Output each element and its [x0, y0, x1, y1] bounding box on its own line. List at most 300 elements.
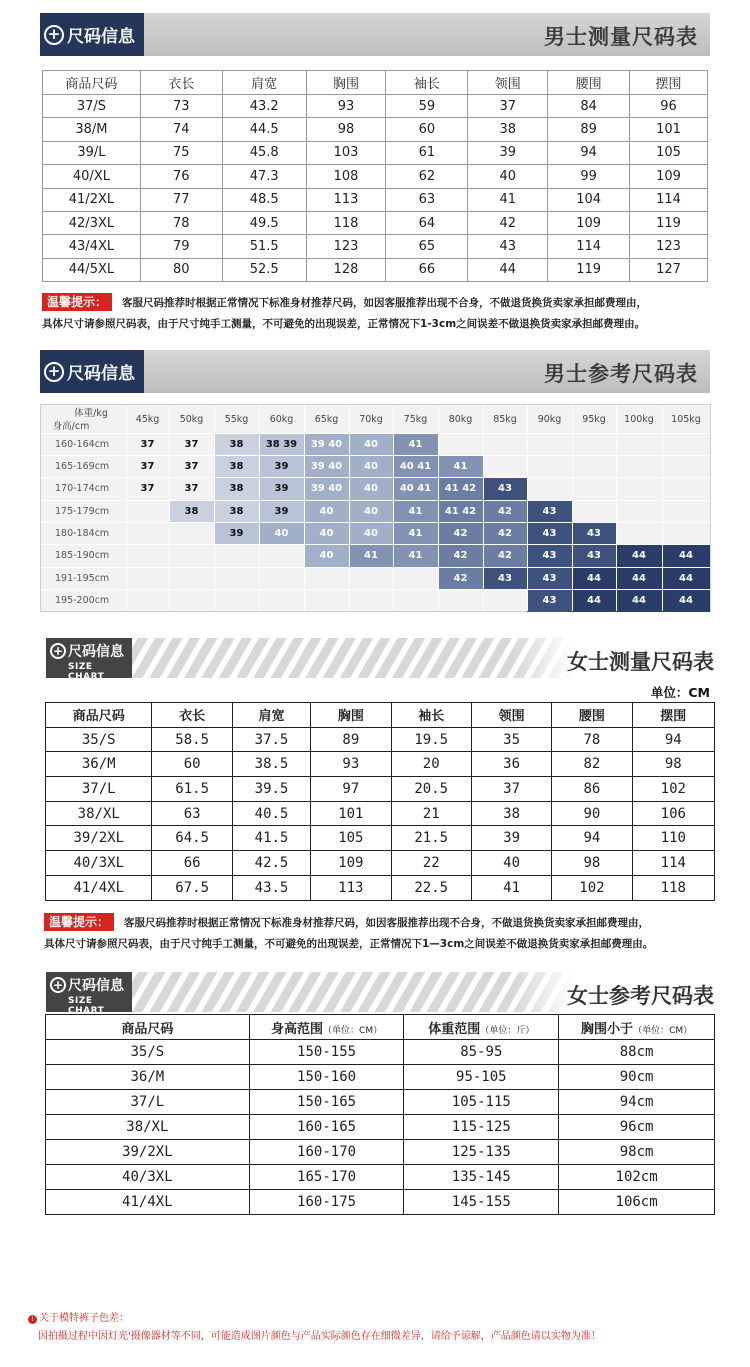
- men-measure-table: [42, 70, 708, 282]
- table-cell: 66: [386, 258, 468, 281]
- table-cell: 106: [632, 801, 714, 826]
- plus-circle-icon: +: [44, 362, 64, 382]
- table-row: [46, 1040, 715, 1065]
- table-cell: 102: [632, 777, 714, 802]
- size-cell: [259, 544, 304, 567]
- table-cell: 64.5: [152, 826, 232, 851]
- size-cell: [214, 567, 259, 589]
- notice-line2: 具体尺寸请参照尺码表，由于尺寸纯手工测量，不可避免的出现误差，正常情况下1—3cm之间误差不做退换货卖家承担邮费理由。: [44, 938, 654, 950]
- footnote: [28, 1310, 601, 1346]
- size-cell: [662, 455, 710, 477]
- table-cell: 150-155: [249, 1040, 404, 1065]
- table-cell: 103: [306, 141, 386, 164]
- table-cell: 41/4XL: [46, 875, 152, 900]
- table-row: [46, 875, 715, 900]
- grid-line: [41, 589, 710, 590]
- size-cell: 44: [662, 544, 710, 567]
- size-cell: 40: [259, 522, 304, 544]
- size-chart-tag: [46, 638, 132, 682]
- table-cell: 67.5: [152, 875, 232, 900]
- table-header-cell: [404, 1015, 559, 1040]
- size-cell: 38: [214, 433, 259, 455]
- table-cell: 43/4XL: [43, 235, 141, 258]
- size-cell: [214, 544, 259, 567]
- table-cell: 94cm: [559, 1090, 715, 1115]
- size-cell: 38 39: [259, 433, 304, 455]
- table-cell: 94: [632, 727, 714, 752]
- table-cell: 105: [311, 826, 391, 851]
- table-cell: 110: [632, 826, 714, 851]
- grid-line: [527, 405, 528, 611]
- size-cell: 40: [304, 544, 349, 567]
- size-cell: 43: [483, 567, 527, 589]
- height-label: 160-164cm: [55, 438, 110, 450]
- table-cell: 93: [311, 752, 391, 777]
- notice-line1: 客服尺码推荐时根据正常情况下标准身材推荐尺码，如因客服推荐出现不合身，不做退货换货卖家承担邮费理由，: [124, 917, 650, 929]
- table-cell: 65: [386, 235, 468, 258]
- table-cell: 41.5: [232, 826, 310, 851]
- grid-line: [349, 405, 350, 611]
- table-row: [46, 1190, 715, 1215]
- size-cell: 39 40: [304, 433, 349, 455]
- table-row: [43, 141, 708, 164]
- notice-line1: 客服尺码推荐时根据正常情况下标准身材推荐尺码，如因客服推荐出现不合身，不做退货换货卖家承担邮费理由，: [122, 297, 648, 309]
- table-cell: 36/M: [46, 752, 152, 777]
- table-cell: 20.5: [391, 777, 471, 802]
- size-cell: [616, 522, 662, 544]
- table-cell: 48.5: [222, 188, 306, 211]
- table-header-row: [46, 1015, 715, 1040]
- corner-weight-label: 体重/kg: [74, 408, 108, 419]
- table-cell: 44: [468, 258, 548, 281]
- table-cell: 38/M: [43, 118, 141, 141]
- table-cell: 40/3XL: [46, 1165, 250, 1190]
- table-cell: 98: [552, 851, 632, 876]
- table-cell: 104: [548, 188, 630, 211]
- size-cell: 40: [349, 500, 393, 522]
- size-cell: [662, 522, 710, 544]
- table-cell: 42: [468, 211, 548, 234]
- grid-line: [41, 500, 710, 501]
- size-cell: 43: [572, 522, 616, 544]
- table-cell: 62: [386, 165, 468, 188]
- weight-header: 75kg: [403, 413, 428, 425]
- table-row: [46, 826, 715, 851]
- table-cell: 118: [306, 211, 386, 234]
- size-cell: 42: [438, 522, 483, 544]
- size-cell: 37: [169, 477, 214, 500]
- height-label: 185-190cm: [55, 550, 110, 561]
- table-cell: 93: [306, 95, 386, 118]
- table-row: [43, 95, 708, 118]
- grid-line: [41, 544, 710, 545]
- size-cell: [393, 589, 438, 612]
- height-label: 180-184cm: [55, 527, 110, 539]
- grid-line: [41, 522, 710, 523]
- footnote-body: 因拍摄过程中因灯光'摄像器材等不同，可能造成图片颜色与产品实际颜色存在细微差异，请给予谅解，产品颜色请以实物为准！: [38, 1331, 601, 1342]
- table-header-cell: 胸围: [306, 71, 386, 95]
- size-cell: 42: [438, 544, 483, 567]
- grid-line: [572, 405, 573, 611]
- size-chart-tag: [46, 972, 132, 1016]
- table-cell: 40: [471, 851, 551, 876]
- grid-line: [438, 405, 439, 611]
- unit-label: 单位：CM: [650, 685, 710, 700]
- size-cell: [438, 433, 483, 455]
- table-cell: 150-160: [249, 1065, 404, 1090]
- size-cell: 38: [214, 500, 259, 522]
- size-cell: 44: [616, 589, 662, 612]
- size-cell: 41 42: [438, 500, 483, 522]
- table-cell: 37.5: [232, 727, 310, 752]
- grid-line: [41, 455, 710, 456]
- header-unit: （单位：CM）: [633, 1025, 693, 1036]
- table-cell: 114: [630, 188, 708, 211]
- size-cell: [572, 500, 616, 522]
- header-unit: （单位：CM）: [323, 1025, 383, 1036]
- weight-header: 95kg: [582, 413, 606, 425]
- weight-header: 50kg: [179, 413, 204, 425]
- size-cell: 39: [259, 477, 304, 500]
- table-cell: 37/S: [43, 95, 141, 118]
- table-cell: 41: [468, 188, 548, 211]
- size-cell: 43: [527, 589, 572, 612]
- table-cell: 78: [140, 211, 222, 234]
- table-header-cell: 腰围: [548, 71, 630, 95]
- table-cell: 20: [391, 752, 471, 777]
- size-cell: [259, 567, 304, 589]
- weight-header: 105kg: [671, 413, 701, 425]
- size-cell: [214, 589, 259, 612]
- women-measure-table: [45, 702, 715, 901]
- table-row: [46, 752, 715, 777]
- size-cell: [393, 567, 438, 589]
- table-cell: 145-155: [404, 1190, 559, 1215]
- size-cell: 44: [572, 567, 616, 589]
- table-header-cell: [559, 1015, 715, 1040]
- table-header-cell: 摆围: [630, 71, 708, 95]
- table-cell: 47.3: [222, 165, 306, 188]
- table-cell: 85-95: [404, 1040, 559, 1065]
- size-cell: 41: [393, 500, 438, 522]
- size-cell: [527, 477, 572, 500]
- height-label: 191-195cm: [55, 572, 110, 584]
- table-cell: 105-115: [404, 1090, 559, 1115]
- grid-line: [662, 405, 663, 611]
- table-cell: 21.5: [391, 826, 471, 851]
- table-cell: 39/2XL: [46, 826, 152, 851]
- size-cell: [662, 433, 710, 455]
- size-cell: 44: [572, 589, 616, 612]
- height-label: 175-179cm: [55, 505, 110, 517]
- notice-women: [44, 912, 654, 950]
- size-cell: 43: [527, 567, 572, 589]
- plus-circle-icon: +: [44, 25, 64, 45]
- table-cell: 66: [152, 851, 232, 876]
- size-cell: [169, 589, 214, 612]
- table-cell: 89: [548, 118, 630, 141]
- table-row: [46, 851, 715, 876]
- table-cell: 114: [632, 851, 714, 876]
- size-info-label: 尺码信息: [68, 644, 124, 660]
- table-cell: 74: [140, 118, 222, 141]
- size-cell: 37: [126, 433, 169, 455]
- grid-line: [393, 405, 394, 611]
- table-cell: 40: [468, 165, 548, 188]
- table-cell: 21: [391, 801, 471, 826]
- table-cell: 88cm: [559, 1040, 715, 1065]
- grid-line: [169, 405, 170, 611]
- table-cell: 35/S: [46, 727, 152, 752]
- table-cell: 38/XL: [46, 1115, 250, 1140]
- table-cell: 19.5: [391, 727, 471, 752]
- grid-line: [304, 405, 305, 611]
- section-title: 女士参考尺码表: [514, 972, 714, 1012]
- table-cell: 160-175: [249, 1190, 404, 1215]
- size-cell: 39: [259, 455, 304, 477]
- size-cell: [616, 433, 662, 455]
- size-cell: [662, 477, 710, 500]
- table-cell: 60: [152, 752, 232, 777]
- size-cell: 40 41: [393, 477, 438, 500]
- table-row: [43, 165, 708, 188]
- table-cell: 101: [311, 801, 391, 826]
- table-cell: 35: [471, 727, 551, 752]
- header-unit: （单位：斤）: [480, 1025, 535, 1036]
- notice-men: [42, 292, 648, 330]
- size-cell: 44: [616, 567, 662, 589]
- size-cell: 38: [214, 455, 259, 477]
- table-cell: 51.5: [222, 235, 306, 258]
- table-cell: 102: [552, 875, 632, 900]
- size-cell: 41: [393, 433, 438, 455]
- size-cell: 42: [483, 544, 527, 567]
- size-cell: 38: [169, 500, 214, 522]
- table-cell: 37/L: [46, 1090, 250, 1115]
- table-cell: 61: [386, 141, 468, 164]
- size-cell: 37: [169, 433, 214, 455]
- table-row: [46, 1065, 715, 1090]
- size-cell: 40: [349, 455, 393, 477]
- table-cell: 118: [632, 875, 714, 900]
- table-cell: 105: [630, 141, 708, 164]
- size-cell: 43: [527, 522, 572, 544]
- table-header-cell: 领围: [471, 703, 551, 728]
- notice-line2: 具体尺寸请参照尺码表，由于尺寸纯手工测量，不可避免的出现误差，正常情况下1-3cm之间误差不做退换货卖家承担邮费理由。: [42, 318, 646, 330]
- table-cell: 49.5: [222, 211, 306, 234]
- weight-header: 55kg: [224, 413, 249, 425]
- table-header-cell: 肩宽: [222, 71, 306, 95]
- table-cell: 39/2XL: [46, 1140, 250, 1165]
- table-row: [43, 235, 708, 258]
- table-cell: 52.5: [222, 258, 306, 281]
- size-cell: 39: [214, 522, 259, 544]
- size-cell: 44: [662, 589, 710, 612]
- size-cell: 39 40: [304, 455, 349, 477]
- table-cell: 43: [468, 235, 548, 258]
- table-row: [46, 801, 715, 826]
- table-cell: 37: [471, 777, 551, 802]
- table-header-cell: 商品尺码: [43, 71, 141, 95]
- header-label: 胸围小于: [581, 1021, 634, 1037]
- table-cell: 77: [140, 188, 222, 211]
- grid-line: [41, 477, 710, 478]
- size-cell: [483, 433, 527, 455]
- table-row: [43, 118, 708, 141]
- notice-badge: 温馨提示：: [42, 293, 112, 311]
- size-cell: [572, 455, 616, 477]
- table-cell: 94: [552, 826, 632, 851]
- size-cell: 38: [214, 477, 259, 500]
- table-cell: 38/XL: [46, 801, 152, 826]
- size-cell: [527, 433, 572, 455]
- size-cell: [662, 500, 710, 522]
- table-cell: 106cm: [559, 1190, 715, 1215]
- table-cell: 41: [471, 875, 551, 900]
- grid-line: [41, 567, 710, 568]
- table-cell: 43.5: [232, 875, 310, 900]
- size-cell: [483, 455, 527, 477]
- table-cell: 90cm: [559, 1065, 715, 1090]
- weight-header: 65kg: [314, 413, 339, 425]
- men-ref-banner: [40, 350, 710, 393]
- table-cell: 135-145: [404, 1165, 559, 1190]
- table-cell: 109: [630, 165, 708, 188]
- table-header-cell: 肩宽: [232, 703, 310, 728]
- table-cell: 38: [468, 118, 548, 141]
- size-chart-label: SIZE CHART: [68, 996, 105, 1016]
- section-title: 女士测量尺码表: [514, 638, 714, 678]
- grid-line: [259, 405, 260, 611]
- size-cell: 44: [616, 544, 662, 567]
- size-cell: [304, 567, 349, 589]
- size-cell: 40: [349, 477, 393, 500]
- grid-line: [214, 405, 215, 611]
- size-cell: [349, 589, 393, 612]
- weight-header: 80kg: [448, 413, 473, 425]
- size-chart-label: SIZE CHART: [68, 662, 105, 682]
- footnote-title: 关于模特裤子色差：: [39, 1313, 129, 1324]
- size-cell: [616, 455, 662, 477]
- table-row: [43, 211, 708, 234]
- table-cell: 80: [140, 258, 222, 281]
- table-header-cell: [46, 1015, 250, 1040]
- table-cell: 114: [548, 235, 630, 258]
- table-cell: 119: [630, 211, 708, 234]
- table-cell: 99: [548, 165, 630, 188]
- weight-header: 60kg: [269, 413, 294, 425]
- table-cell: 43.2: [222, 95, 306, 118]
- plus-circle-icon: +: [50, 977, 66, 993]
- size-cell: 42: [483, 522, 527, 544]
- table-cell: 39: [468, 141, 548, 164]
- size-cell: 39: [259, 500, 304, 522]
- size-info-tag: [40, 350, 144, 393]
- table-cell: 63: [152, 801, 232, 826]
- table-cell: 22.5: [391, 875, 471, 900]
- size-info-label: 尺码信息: [67, 27, 135, 47]
- size-cell: 37: [126, 455, 169, 477]
- table-cell: 58.5: [152, 727, 232, 752]
- table-cell: 94: [548, 141, 630, 164]
- table-cell: 59: [386, 95, 468, 118]
- weight-header: 90kg: [537, 413, 562, 425]
- table-cell: 44/5XL: [43, 258, 141, 281]
- size-cell: [572, 433, 616, 455]
- table-cell: 35/S: [46, 1040, 250, 1065]
- table-header-cell: 摆围: [632, 703, 714, 728]
- table-cell: 76: [140, 165, 222, 188]
- table-cell: 38.5: [232, 752, 310, 777]
- size-cell: 40: [349, 522, 393, 544]
- table-cell: 90: [552, 801, 632, 826]
- size-cell: [126, 567, 169, 589]
- table-cell: 128: [306, 258, 386, 281]
- table-cell: 82: [552, 752, 632, 777]
- table-cell: 45.8: [222, 141, 306, 164]
- size-cell: 40: [349, 433, 393, 455]
- table-cell: 40.5: [232, 801, 310, 826]
- alert-icon: !: [28, 1315, 37, 1324]
- section-title: 男士参考尺码表: [544, 362, 698, 386]
- table-header-cell: 胸围: [311, 703, 391, 728]
- size-cell: [572, 477, 616, 500]
- size-cell: 43: [483, 477, 527, 500]
- table-cell: 113: [311, 875, 391, 900]
- table-cell: 36: [471, 752, 551, 777]
- size-cell: 40: [304, 522, 349, 544]
- table-cell: 39/L: [43, 141, 141, 164]
- table-row: [46, 1165, 715, 1190]
- table-cell: 78: [552, 727, 632, 752]
- table-cell: 42/3XL: [43, 211, 141, 234]
- table-header-cell: 商品尺码: [46, 703, 152, 728]
- table-header-row: [46, 703, 715, 728]
- table-cell: 86: [552, 777, 632, 802]
- size-cell: [169, 522, 214, 544]
- men-ref-grid: [40, 404, 711, 612]
- size-cell: 37: [169, 455, 214, 477]
- size-cell: 40: [304, 500, 349, 522]
- table-row: [46, 1090, 715, 1115]
- table-cell: 96cm: [559, 1115, 715, 1140]
- corner-height-label: 身高/cm: [52, 421, 90, 432]
- women-ref-table: [45, 1014, 715, 1215]
- table-row: [46, 727, 715, 752]
- header-label: 体重范围: [428, 1021, 481, 1037]
- table-cell: 125-135: [404, 1140, 559, 1165]
- table-cell: 123: [630, 235, 708, 258]
- table-header-cell: 领围: [468, 71, 548, 95]
- header-label: 商品尺码: [121, 1021, 174, 1037]
- table-cell: 44.5: [222, 118, 306, 141]
- table-cell: 22: [391, 851, 471, 876]
- size-cell: 43: [527, 500, 572, 522]
- table-cell: 37/L: [46, 777, 152, 802]
- table-cell: 73: [140, 95, 222, 118]
- size-cell: [349, 567, 393, 589]
- table-cell: 95-105: [404, 1065, 559, 1090]
- table-header-cell: 袖长: [386, 71, 468, 95]
- table-cell: 84: [548, 95, 630, 118]
- header-label: 身高范围: [271, 1021, 324, 1037]
- table-cell: 89: [311, 727, 391, 752]
- size-cell: 44: [662, 567, 710, 589]
- table-cell: 123: [306, 235, 386, 258]
- table-row: [46, 1140, 715, 1165]
- table-cell: 41/2XL: [43, 188, 141, 211]
- height-label: 195-200cm: [55, 595, 110, 606]
